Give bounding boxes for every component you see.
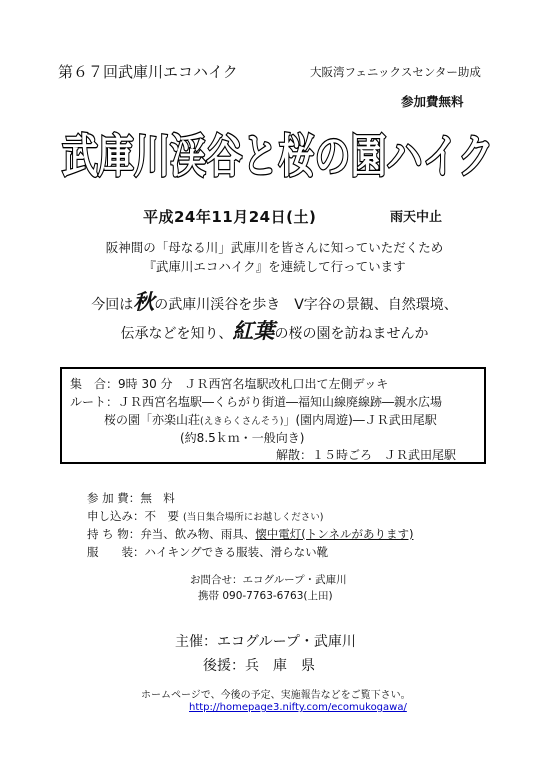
highlight-line-2 bbox=[0, 318, 549, 347]
detail-belongings-underlined: 懐中電灯(トンネルがあります) bbox=[255, 527, 414, 541]
highlight-2-pre: 伝承などを知り、 bbox=[120, 326, 233, 342]
intro-line-1: 阪神間の「母なる川」武庫川を皆さんに知っていただくため bbox=[105, 240, 444, 255]
detail-application-note: (当日集合場所にお越しください) bbox=[183, 512, 324, 523]
detail-fee-value: 無 料 bbox=[140, 491, 175, 505]
route-reading: (えきらくさんそう) bbox=[200, 416, 284, 427]
highlight-1-post: の武庫川渓谷を歩き V字谷の景観、自然環境、 bbox=[154, 297, 458, 313]
highlight-2-post: の桜の園を訪ねませんか bbox=[274, 326, 429, 342]
route-line-2 bbox=[104, 411, 437, 428]
contact-phone: 携帯 090-7763-6763(上田) bbox=[198, 590, 333, 602]
detail-clothing-label: 服 装： bbox=[87, 545, 145, 559]
event-number: 第６７回武庫川エコハイク bbox=[58, 63, 238, 81]
meeting-line: 集 合：9時 30 分 ＪＲ西宮名塩駅改札口出て左側デッキ bbox=[70, 377, 389, 391]
detail-fee bbox=[87, 490, 175, 506]
dismiss-line: 解散：１５時ごろ ＪＲ武田尾駅 bbox=[276, 448, 457, 462]
detail-application bbox=[87, 508, 323, 524]
detail-fee-label: 参 加 費： bbox=[87, 491, 141, 505]
intro-line-2: 『武庫川エコハイク』を連続して行っています bbox=[143, 259, 406, 274]
detail-clothing-value: ハイキングできる服装、滑らない靴 bbox=[144, 545, 329, 559]
fee-free-badge: 参加費無料 bbox=[401, 94, 464, 109]
route-line-1: ルート：ＪＲ西宮名塩駅―くらがり街道―福知山線廃線跡―親水広場 bbox=[70, 395, 443, 409]
highlight-1-pre: 今回は bbox=[91, 297, 134, 313]
route-2a: 桜の園「亦楽山荘 bbox=[104, 413, 201, 427]
schedule-box bbox=[60, 367, 486, 464]
detail-application-label: 申し込み： bbox=[87, 509, 145, 523]
detail-belongings-label: 持 ち 物： bbox=[87, 527, 141, 541]
organizer: 主催：エコグループ・武庫川 bbox=[175, 634, 356, 650]
distance-line: (約8.5ｋｍ・一般向き) bbox=[180, 431, 305, 445]
route-2b: 」(園内周遊)―ＪＲ武田尾駅 bbox=[283, 413, 437, 427]
homepage-note: ホームページで、今後の予定、実施報告などをご覧下さい。 bbox=[141, 690, 411, 701]
detail-belongings-value: 弁当、飲み物、雨具、 bbox=[140, 527, 256, 541]
main-title bbox=[58, 102, 498, 188]
homepage-link[interactable]: http://homepage3.nifty.com/ecomukogawa/ bbox=[189, 702, 407, 713]
detail-clothing bbox=[87, 544, 328, 560]
main-title-text: 武庫川渓谷と桜の園ハイク bbox=[62, 129, 494, 183]
detail-belongings bbox=[87, 526, 413, 542]
highlight-line-1 bbox=[0, 289, 549, 318]
sponsor-note: 大阪湾フェニックスセンター助成 bbox=[310, 65, 481, 79]
support: 後援：兵 庫 県 bbox=[203, 658, 315, 674]
rain-note: 雨天中止 bbox=[390, 210, 443, 225]
brush-autumn: 秋 bbox=[133, 289, 155, 314]
detail-application-value: 不 要 bbox=[144, 509, 179, 523]
contact-line-1: お問合せ：エコグループ・武庫川 bbox=[190, 574, 347, 586]
brush-autumn-leaves: 紅葉 bbox=[232, 318, 275, 343]
event-date: 平成24年11月24日(土) bbox=[143, 208, 317, 226]
